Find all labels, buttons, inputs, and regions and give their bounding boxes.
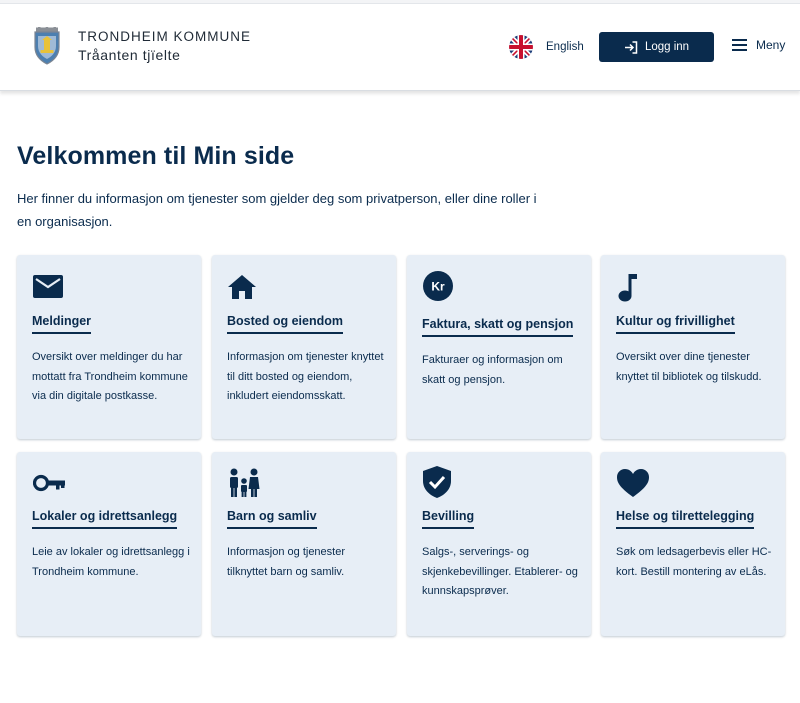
uk-flag-icon (509, 35, 533, 59)
card-description: Leie av lokaler og idrettsanlegg i Trondheim kommune. (32, 546, 190, 578)
intro-text: Her finner du informasjon om tjenester som gjelder deg som privatperson, eller dine roller i en organisasjon. (17, 191, 537, 229)
card-description: Oversikt over dine tjenester knyttet til bibliotek og tilskudd. (616, 351, 762, 383)
kr-coin-text: Kr (431, 279, 445, 294)
page-title: Velkommen til Min side (17, 142, 295, 170)
card-description: Søk om ledsagerbevis eller HC-kort. Bestill montering av eLås. (616, 546, 772, 578)
card-lokaler-og-idrettsanlegg[interactable] (17, 452, 201, 636)
envelope-icon (33, 275, 63, 298)
card-helse-og-tilrettelegging[interactable] (601, 452, 785, 636)
shield-check-icon (423, 466, 451, 498)
trondheim-coat-of-arms-logo[interactable] (32, 27, 62, 65)
site-header (0, 4, 800, 91)
card-title: Kultur og frivillighet (616, 314, 735, 334)
language-switcher[interactable] (509, 35, 584, 59)
language-label: English (546, 41, 584, 53)
card-bosted-og-eiendom[interactable] (212, 255, 396, 439)
login-label: Logg inn (644, 41, 690, 53)
card-meldinger[interactable] (17, 255, 201, 439)
heart-icon (617, 469, 649, 497)
kr-coin-icon (423, 271, 453, 301)
card-description: Informasjon og tjenester tilknyttet barn og samliv. (227, 546, 346, 578)
card-title: Lokaler og idrettsanlegg (32, 509, 177, 529)
menu-label: Meny (756, 38, 786, 52)
card-description: Salgs-, serverings- og skjenkebevillinger. Etablerer- og kunnskapsprøver. (422, 546, 578, 597)
card-faktura-skatt-og-pensjon[interactable] (407, 255, 591, 439)
card-title: Meldinger (32, 314, 91, 334)
login-button[interactable] (599, 32, 714, 62)
card-description: Fakturaer og informasjon om skatt og pensjon. (422, 354, 563, 386)
card-description: Oversikt over meldinger du har mottatt fra Trondheim kommune via din digitale postkasse. (32, 351, 188, 402)
card-title: Bevilling (422, 509, 474, 529)
brand[interactable] (78, 29, 251, 64)
card-bevilling[interactable] (407, 452, 591, 636)
card-title: Bosted og eiendom (227, 314, 343, 334)
brand-subtitle: Tråanten tjïelte (78, 47, 181, 63)
card-barn-og-samliv[interactable] (212, 452, 396, 636)
card-kultur-og-frivillighet[interactable] (601, 255, 785, 439)
family-icon (228, 468, 260, 498)
music-note-icon (617, 272, 639, 302)
house-icon (228, 275, 256, 299)
brand-title: TRONDHEIM KOMMUNE (78, 29, 251, 44)
card-description: Informasjon om tjenester knyttet til ditt bosted og eiendom, inkludert eiendomsskatt. (227, 351, 384, 402)
login-arrow-icon (624, 41, 638, 54)
menu-button[interactable] (732, 38, 785, 52)
card-title: Faktura, skatt og pensjon (422, 317, 573, 337)
key-icon (33, 474, 65, 492)
card-title: Helse og tilrettelegging (616, 509, 754, 529)
hamburger-icon (732, 39, 747, 51)
card-title: Barn og samliv (227, 509, 317, 529)
